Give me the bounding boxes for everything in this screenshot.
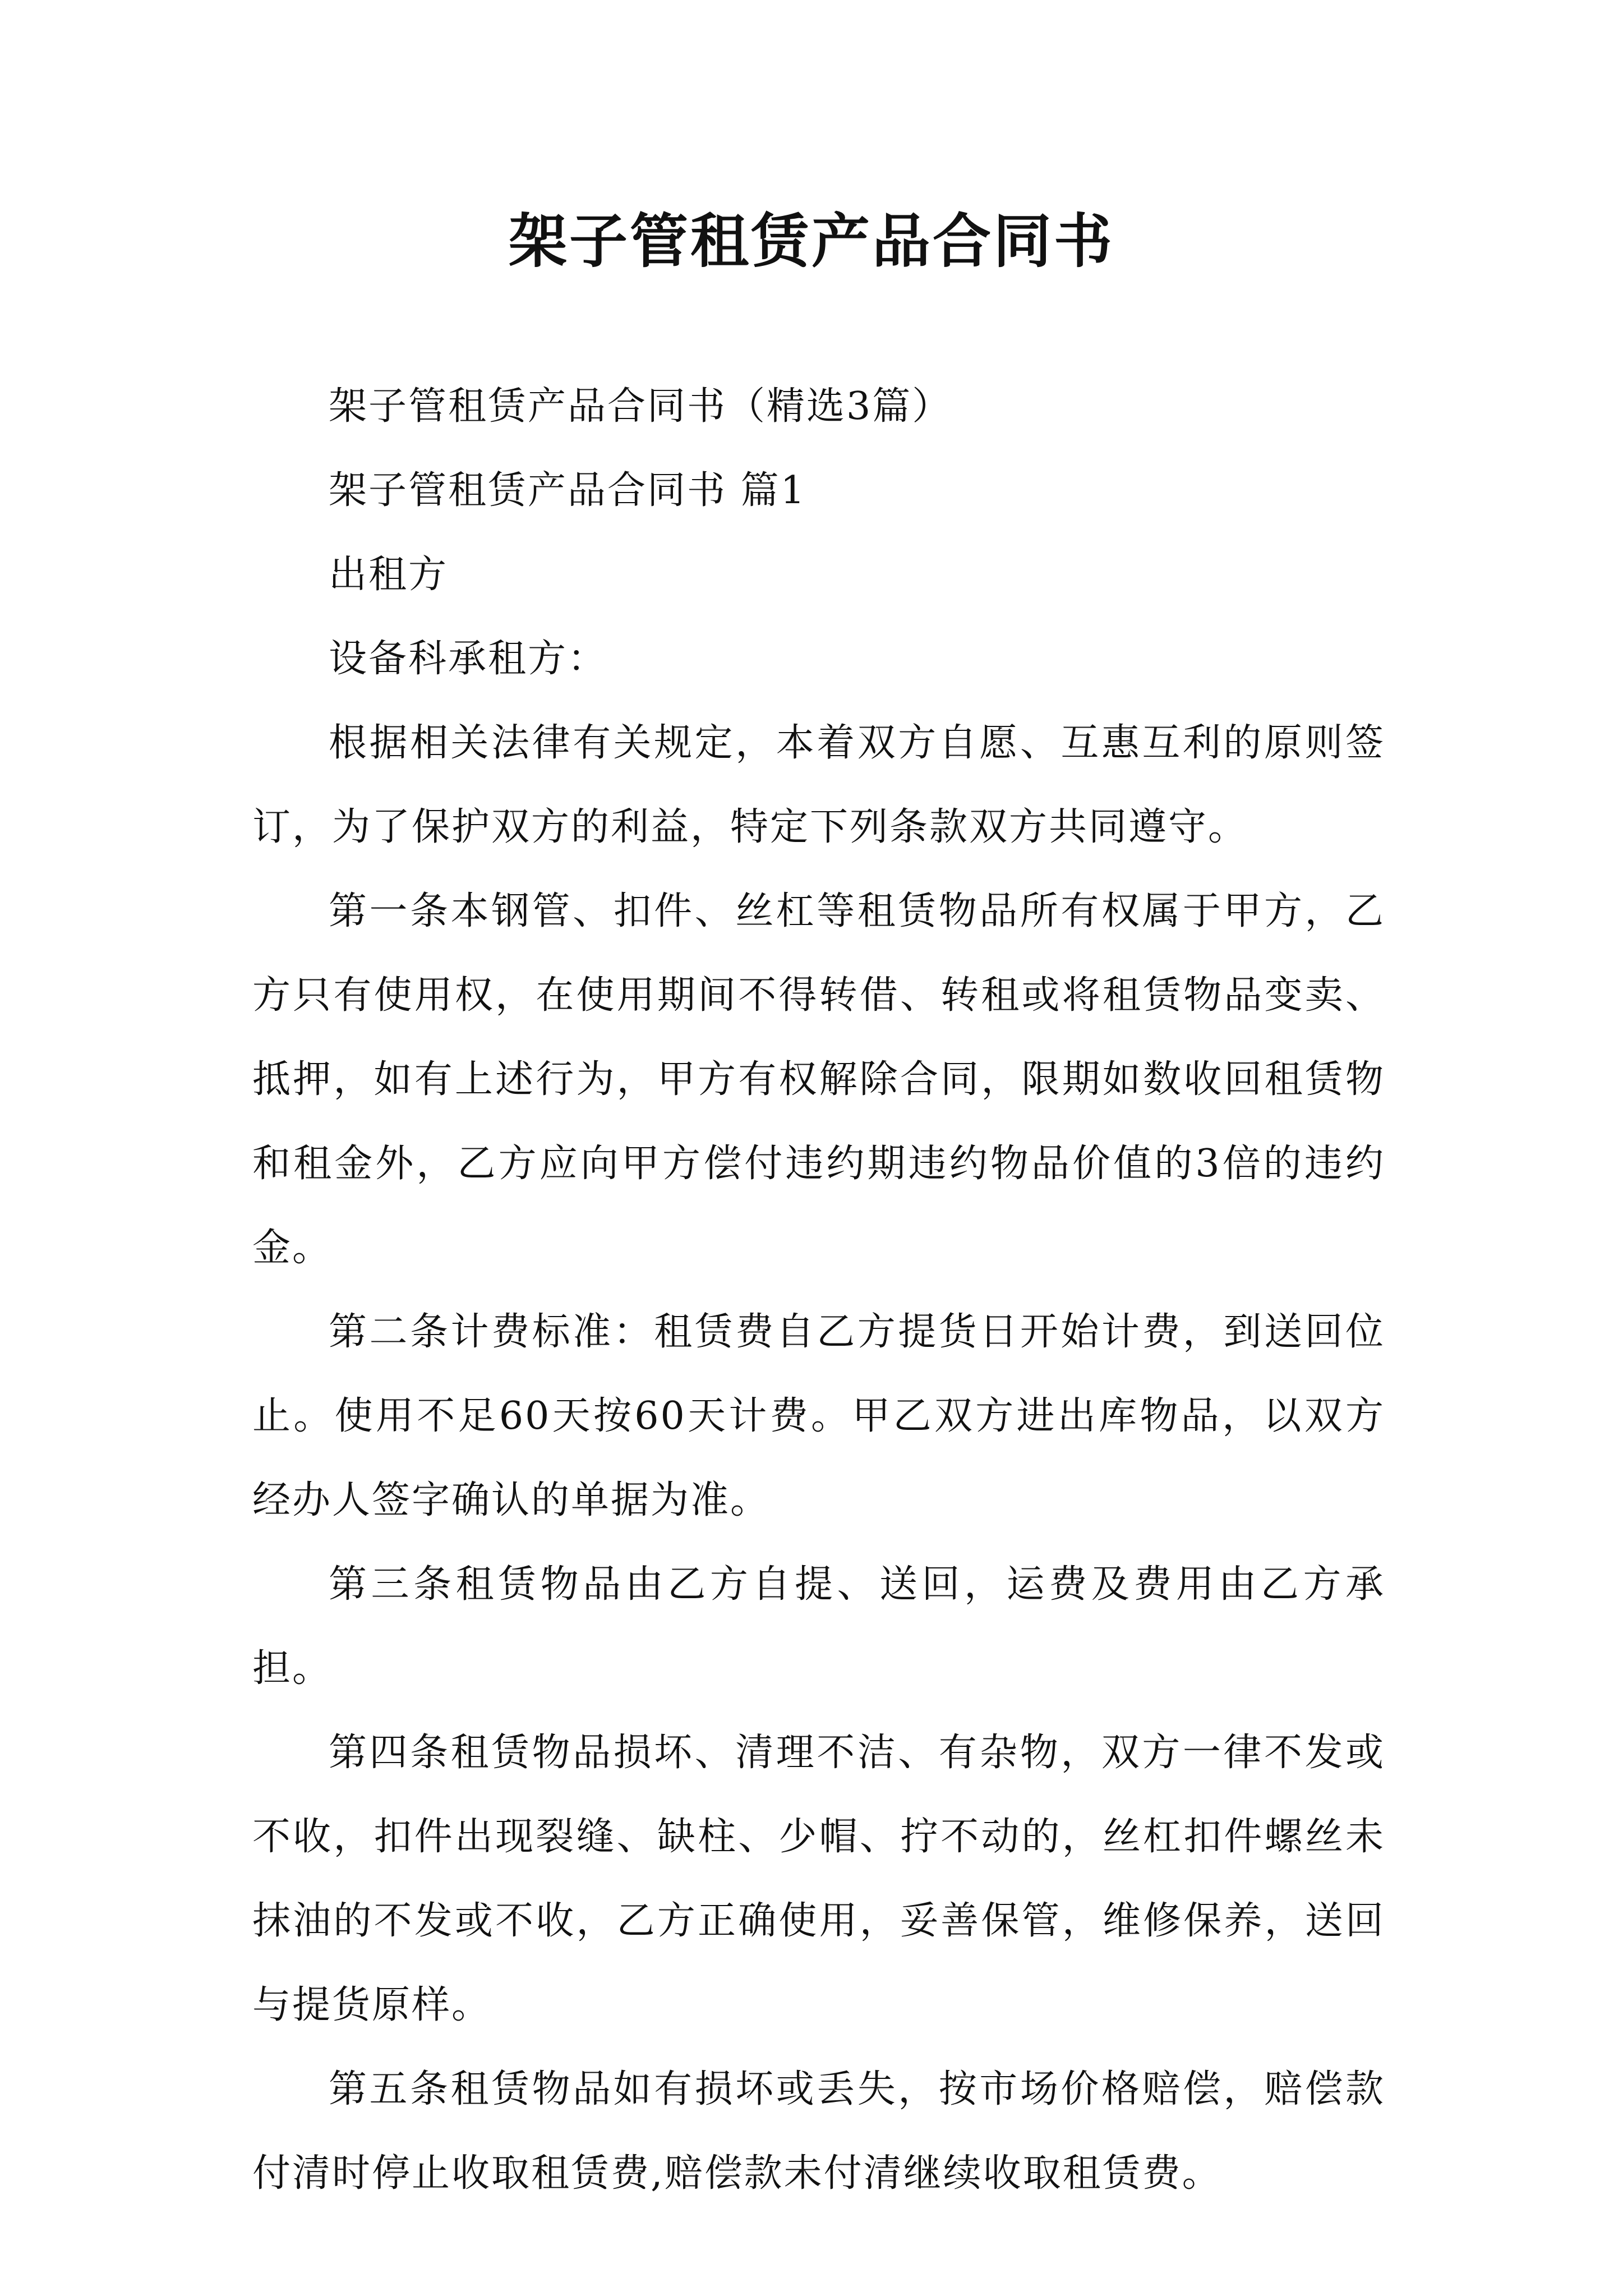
paragraph-lessee: 设备科承租方：	[329, 637, 608, 681]
paragraph-subtitle: 架子管租赁产品合同书（精选3篇）	[329, 384, 952, 429]
paragraph-preamble: 根据相关法律有关规定，本着双方自愿、互惠互利的原则签订，为了保护双方的利益，特定下列条款双方共同遵守。	[252, 721, 1385, 849]
paragraph-article-3: 第三条租赁物品由乙方自提、送回，运费及费用由乙方承担。	[252, 1562, 1385, 1691]
paragraph-lessor: 出租方	[329, 553, 449, 597]
paragraph-article-5: 第五条租赁物品如有损坏或丢失，按市场价格赔偿，赔偿款付清时停止收取租赁费,赔偿款未付清继续收取租赁费。	[252, 2067, 1385, 2196]
document-title: 架子管租赁产品合同书	[508, 206, 1114, 275]
paragraph-article-4: 第四条租赁物品损坏、清理不洁、有杂物，双方一律不发或不收，扣件出现裂缝、缺柱、少帽、拧不动的，丝杠扣件螺丝未抹油的不发或不收，乙方正确使用，妥善保管，维修保养，送回与提货原样。	[252, 1731, 1385, 2027]
paragraph-article-2: 第二条计费标准：租赁费自乙方提货日开始计费，到送回位止。使用不足60天按60天计费。甲乙双方进出库物品，以双方经办人签字确认的单据为准。	[252, 1310, 1385, 1522]
document-body	[252, 365, 1385, 2216]
paragraph-section-heading: 架子管租赁产品合同书 篇1	[329, 468, 806, 513]
paragraph-article-1: 第一条本钢管、扣件、丝杠等租赁物品所有权属于甲方，乙方只有使用权，在使用期间不得转借、转租或将租赁物品变卖、抵押，如有上述行为，甲方有权解除合同，限期如数收回租赁物和租金外，乙方应向甲方偿付违约期违约物品价值的3倍的违约金。	[252, 889, 1386, 1270]
